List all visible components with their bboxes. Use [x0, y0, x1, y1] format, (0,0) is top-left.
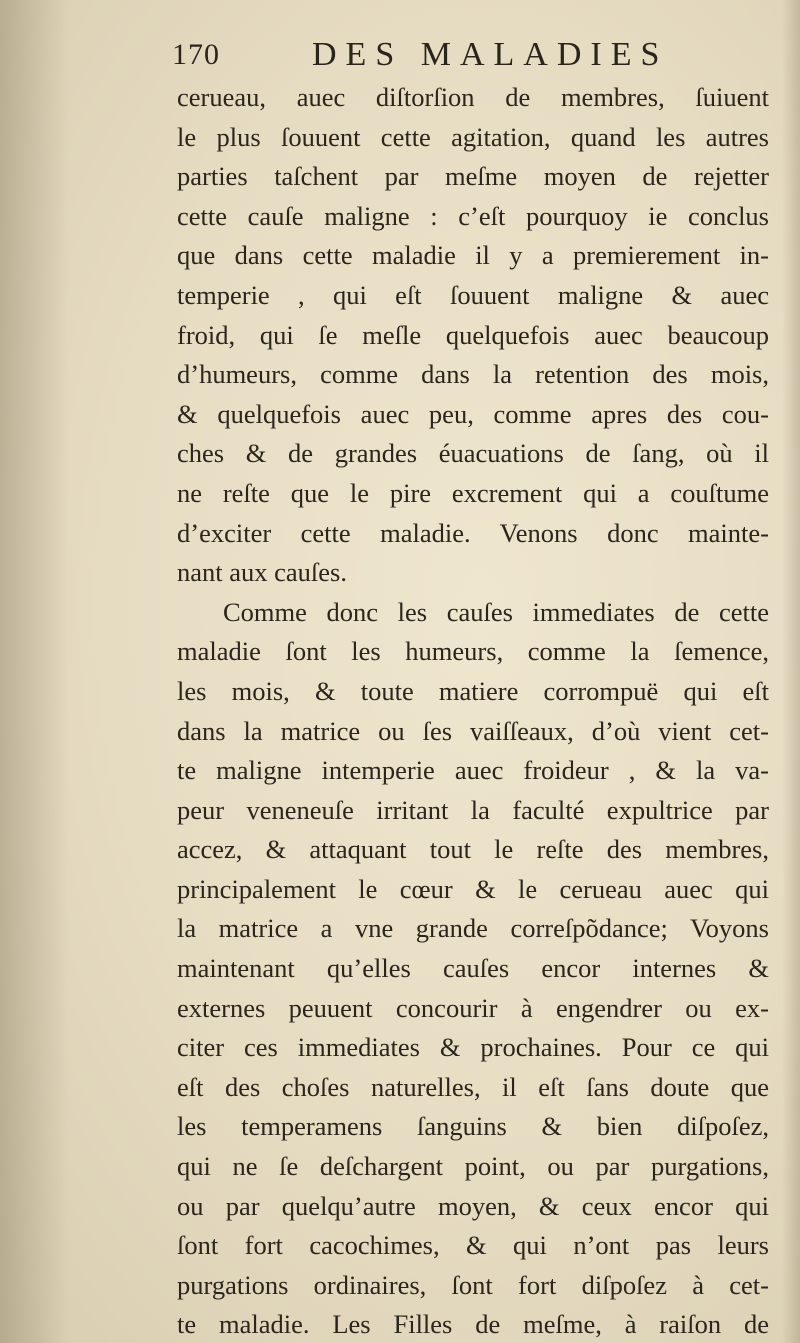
text-line: le plus ſouuent cette agitation, quand les autres: [177, 121, 769, 152]
text-line: accez, & attaquant tout le reſte des membres,: [177, 834, 769, 865]
text-line: nant aux cauſes.: [177, 557, 347, 588]
body-text: [177, 78, 769, 1343]
text-line: & quelquefois auec peu, comme apres des cou-: [177, 398, 769, 429]
text-line: que dans cette maladie il y a premierement in-: [177, 240, 769, 271]
text-line: principalement le cœur & le cerueau auec qui: [177, 873, 769, 904]
text-line: ſont fort cacochimes, & qui n’ont pas leurs: [177, 1230, 769, 1261]
text-line: maintenant qu’elles cauſes encor internes &: [177, 953, 769, 984]
text-line: parties taſchent par meſme moyen de rejetter: [177, 161, 769, 192]
text-line: temperie , qui eſt ſouuent maligne & auec: [177, 279, 769, 310]
text-line: te maladie. Les Filles de meſme, à raiſon de: [177, 1309, 769, 1340]
text-line: cerueau, auec diſtorſion de membres, ſuiuent: [177, 82, 769, 112]
paragraph-start-line: Comme donc les cauſes immediates de cette: [223, 596, 769, 627]
text-line: dans la matrice ou ſes vaiſſeaux, d’où vient cet-: [177, 715, 769, 746]
text-line: maladie ſont les humeurs, comme la ſemence,: [177, 636, 769, 667]
text-line: ne reſte que le pire excrement qui a couſtume: [177, 477, 769, 508]
text-line: peur veneneuſe irritant la faculté expultrice par: [177, 794, 769, 825]
text-line: ches & de grandes éuacuations de ſang, où il: [177, 438, 769, 469]
page-header: [172, 36, 772, 76]
text-line: cette cauſe maligne : c’eſt pourquoy ie conclus: [177, 200, 769, 231]
text-line: les temperamens ſanguins & bien diſpoſez,: [177, 1111, 769, 1142]
text-line: ou par quelqu’autre moyen, & ceux encor qui: [177, 1190, 769, 1221]
text-line: d’humeurs, comme dans la retention des mois,: [177, 359, 769, 390]
text-line: d’exciter cette maladie. Venons donc mainte-: [177, 517, 769, 548]
text-line: froid, qui ſe meſle quelquefois auec beaucoup: [177, 319, 769, 350]
text-line: externes peuuent concourir à engendrer ou ex-: [177, 992, 769, 1023]
running-title: DES MALADIES: [312, 36, 669, 73]
text-line: la matrice a vne grande correſpõdance; Voyons: [177, 913, 769, 944]
text-line: te maligne intemperie auec froideur , & la va-: [177, 755, 769, 786]
text-line: eſt des choſes naturelles, il eſt ſans doute que: [177, 1071, 769, 1102]
text-line: citer ces immediates & prochaines. Pour ce qui: [177, 1032, 769, 1063]
text-line: les mois, & toute matiere corrompuë qui eſt: [177, 675, 769, 706]
text-line: purgations ordinaires, ſont fort diſpoſez à cet-: [177, 1269, 769, 1300]
page-number: 170: [172, 38, 220, 71]
text-line: qui ne ſe deſchargent point, ou par purgations,: [177, 1151, 769, 1182]
